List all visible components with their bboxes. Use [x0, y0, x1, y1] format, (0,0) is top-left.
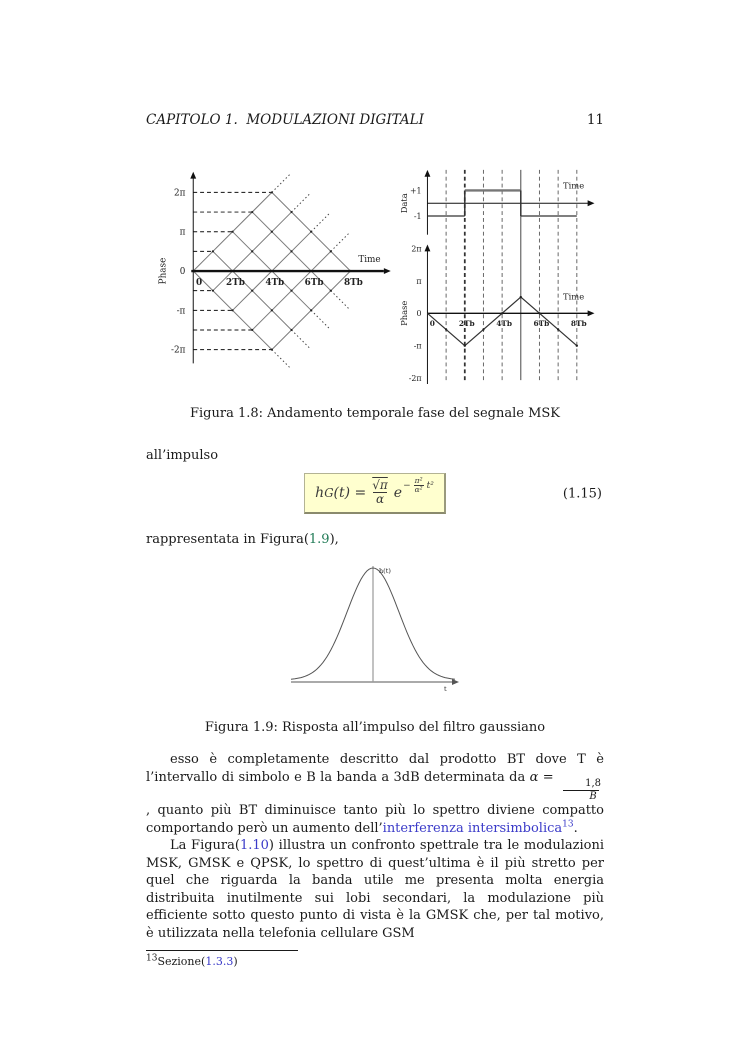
- footnote-marker-link[interactable]: 13: [562, 819, 574, 830]
- rappresentata-pre: rappresentata in Figura(: [146, 531, 309, 547]
- gaussian-impulse-response-plot: [285, 556, 465, 696]
- p2-text-b: ) illustra un confronto spettrale tra le modulazioni MSK, GMSK e QPSK, lo spettro di quest’ultima è il più stretto per quel che riguarda la banda utile me presenta molta energia distribuita inutilmente sui lobi secondari, la modulazione più efficiente sotto questo punto di vista è la GMSK che, per tal motivo, è utilizzata nella telefonia cellulare GSM: [146, 838, 604, 941]
- phase-xtick: 6Tb: [533, 319, 549, 329]
- trellis-ytick: π: [179, 227, 186, 238]
- trellis-ylabel: Phase: [158, 257, 169, 285]
- trellis-ytick: -π: [176, 306, 186, 317]
- phase-ytick: -π: [413, 341, 422, 351]
- running-header: [146, 112, 604, 128]
- figure-1-9-ref-link[interactable]: 1.9: [308, 531, 330, 547]
- chapter-title: CAPITOLO 1. MODULAZIONI DIGITALI: [146, 112, 424, 128]
- equation-1-15: [304, 473, 446, 514]
- eq-exponent: [403, 477, 434, 495]
- after-equation-text: [146, 531, 604, 549]
- eq-exp-fraction: [412, 477, 426, 495]
- figure-1-8-caption: Figura 1.8: Andamento temporale fase del segnale MSK: [190, 406, 560, 421]
- p1-text-a: esso è completamente descritto dal prodotto BT dove T è l’intervallo di simbolo e B la banda a 3dB determinata da: [146, 752, 604, 785]
- eq-lhs-sub: G: [324, 485, 334, 500]
- phase-ytick: -2π: [408, 374, 422, 384]
- rappresentata-post: ),: [329, 531, 339, 547]
- data-ylabel: Data: [398, 193, 409, 214]
- figure-1-8: [150, 156, 604, 392]
- trellis-xtick: 8Tb: [343, 277, 363, 288]
- lead-in-text: all’impulso: [146, 448, 219, 463]
- section-ref-link[interactable]: 1.3.3: [205, 955, 234, 968]
- trellis-ytick: 2π: [173, 188, 186, 199]
- trellis-xtick: 6Tb: [304, 277, 324, 288]
- eq-lhs-rest: (t) =: [333, 484, 367, 501]
- p1-inline-fraction: [559, 778, 603, 802]
- isi-link[interactable]: interferenza intersimbolica: [382, 820, 563, 836]
- equation-number: (1.15): [562, 486, 602, 501]
- phase-ytick: π: [416, 276, 422, 286]
- trellis-ytick: 0: [179, 266, 186, 277]
- figure-1-9-caption: Figura 1.9: Risposta all’impulso del filtro gaussiano: [204, 720, 546, 735]
- data-xlabel: Time: [562, 180, 584, 191]
- trellis-xlabel: Time: [358, 255, 381, 266]
- footnote-rule: [146, 950, 298, 951]
- eq-exp-base: e: [393, 484, 403, 501]
- page-content: [146, 112, 604, 969]
- eq-frac-den: α: [373, 492, 387, 506]
- trellis-xtick: 2Tb: [226, 277, 245, 288]
- page-number: 11: [586, 112, 604, 128]
- msk-phase-trellis-plot: [150, 156, 396, 388]
- phase-xtick: 4Tb: [495, 319, 512, 329]
- paragraph-1: [146, 751, 604, 837]
- p1-frac-den: B: [563, 790, 598, 803]
- eq-exp-tail: t²: [426, 480, 434, 491]
- eq-fraction: [369, 479, 391, 506]
- footnote-pre: Sezione(: [157, 955, 206, 968]
- figure-1-10-ref-link[interactable]: 1.10: [239, 838, 269, 853]
- eq-lhs-h: h: [315, 484, 325, 501]
- msk-data-phase-time-plot: [396, 156, 604, 392]
- phase-xtick: 8Tb: [570, 319, 587, 329]
- phase-ytick: 0: [416, 309, 422, 319]
- trellis-xtick: 0: [196, 277, 203, 288]
- trellis-xtick: 4Tb: [265, 277, 285, 288]
- footnote-number: 13: [146, 953, 158, 964]
- eq-exp-num: π²: [414, 475, 423, 485]
- p1-text-c: .: [573, 820, 578, 836]
- phase-ylabel: Phase: [398, 300, 409, 326]
- eq-frac-num: √π: [372, 477, 388, 492]
- phase-xtick: 0: [429, 319, 435, 329]
- data-ytick: -1: [413, 211, 422, 221]
- figure-1-9: [146, 556, 604, 700]
- p2-text-a: La Figura(: [170, 838, 240, 853]
- eq-exp-minus: −: [403, 480, 411, 491]
- phase-ytick: 2π: [411, 244, 422, 254]
- paragraph-2: [146, 837, 604, 942]
- equation-row: [146, 469, 604, 519]
- p1-alpha: α =: [529, 769, 559, 785]
- footnote-post: ): [233, 955, 238, 968]
- eq-exp-den: α²: [414, 485, 423, 494]
- gauss-xlabel: t: [444, 685, 447, 693]
- gauss-curve-label: h(t): [379, 567, 391, 575]
- phase-xlabel: Time: [562, 291, 584, 302]
- phase-xtick: 2Tb: [458, 319, 475, 329]
- trellis-ytick: -2π: [170, 345, 186, 356]
- data-ytick: +1: [409, 186, 422, 196]
- p1-frac-num: 1,8: [585, 778, 601, 789]
- footnote: [146, 950, 604, 969]
- p1-text-b: , quanto più BT diminuisce tanto più lo spettro diviene compatto comportando però un aumento dell’: [146, 803, 604, 836]
